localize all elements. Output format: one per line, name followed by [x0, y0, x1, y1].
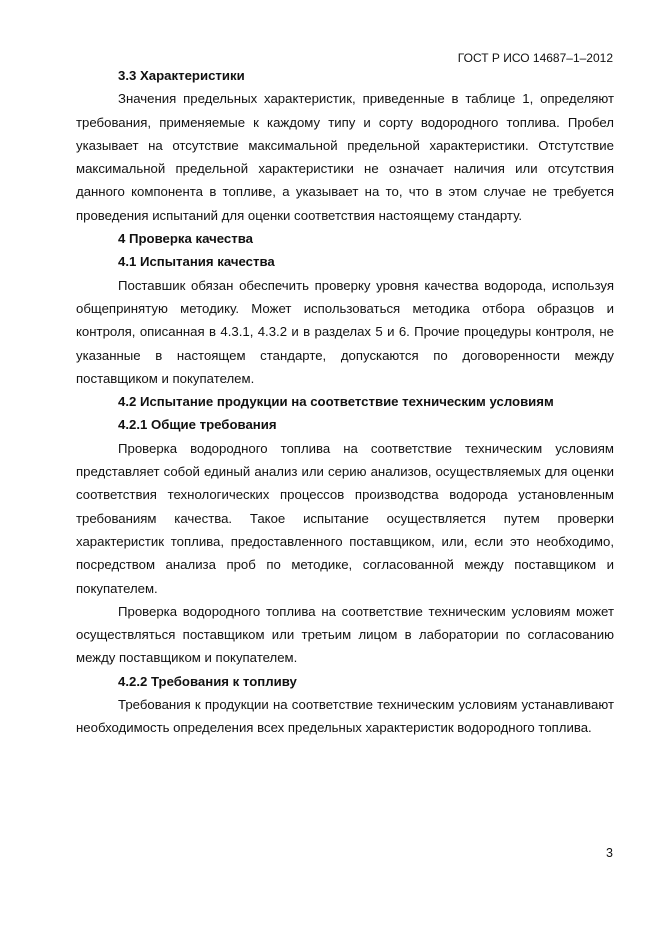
heading-4-2: 4.2 Испытание продукции на соответствие техническим условиям [118, 394, 554, 410]
page-number: 3 [606, 846, 613, 860]
document-body [76, 64, 614, 740]
heading-4: 4 Проверка качества [118, 231, 253, 247]
heading-4-1: 4.1 Испытания качества [118, 254, 275, 270]
standard-header: ГОСТ Р ИСО 14687–1–2012 [457, 51, 613, 65]
heading-3-3: 3.3 Характеристики [118, 68, 245, 83]
heading-4-2-2: 4.2.2 Требования к топливу [118, 673, 297, 689]
paragraph-4-2-1-a: Проверка водородного топлива на соответствие техническим условиям представляет собой единый анализ или серию анализов, осуществляемых для оценки соответствия технологических процессов производства водорода установленным требованиям качества. Такое испытание осуществляется путем проверки характеристик топлива, предоставленного поставщиком, или, если это необходимо, посредством анализа проб по методике, согласованной между поставщиком и покупателем. [76, 440, 614, 596]
paragraph-4-2-2: Требования к продукции на соответствие техническим условиям устанавливают необходимость определения всех предельных характеристик водородного топлива. [76, 697, 614, 736]
paragraph-3-3: Значения предельных характеристик, приведенные в таблице 1, определяют требования, применяемые к каждому типу и сорту водородного топлива. Пробел указывает на отсутствие максимальной предельной характеристики. Отстутствие максимальной предельной характеристики не означает наличия или отсутствия данного компонента в топливе, а указывает на то, что в этом случае не требуется проведения испытаний для оценки соответствия настоящему стандарту. [76, 91, 614, 223]
paragraph-4-1: Поставшик обязан обеспечить проверку уровня качества водорода, используя общепринятую методику. Может использоваться методика отбора образцов и контроля, описанная в 4.3.1, 4.3.2 и в разделах 5 и 6. Прочие процедуры контроля, не указанные в настоящем стандарте, допускаются по договоренности между поставщиком и покупателем. [76, 277, 614, 386]
paragraph-4-2-1-b: Проверка водородного топлива на соответствие техническим условиям может осуществляться поставщиком или третьим лицом в лаборатории по согласованию между поставщиком и покупателем. [76, 603, 614, 666]
heading-4-2-1: 4.2.1 Общие требования [118, 417, 277, 433]
